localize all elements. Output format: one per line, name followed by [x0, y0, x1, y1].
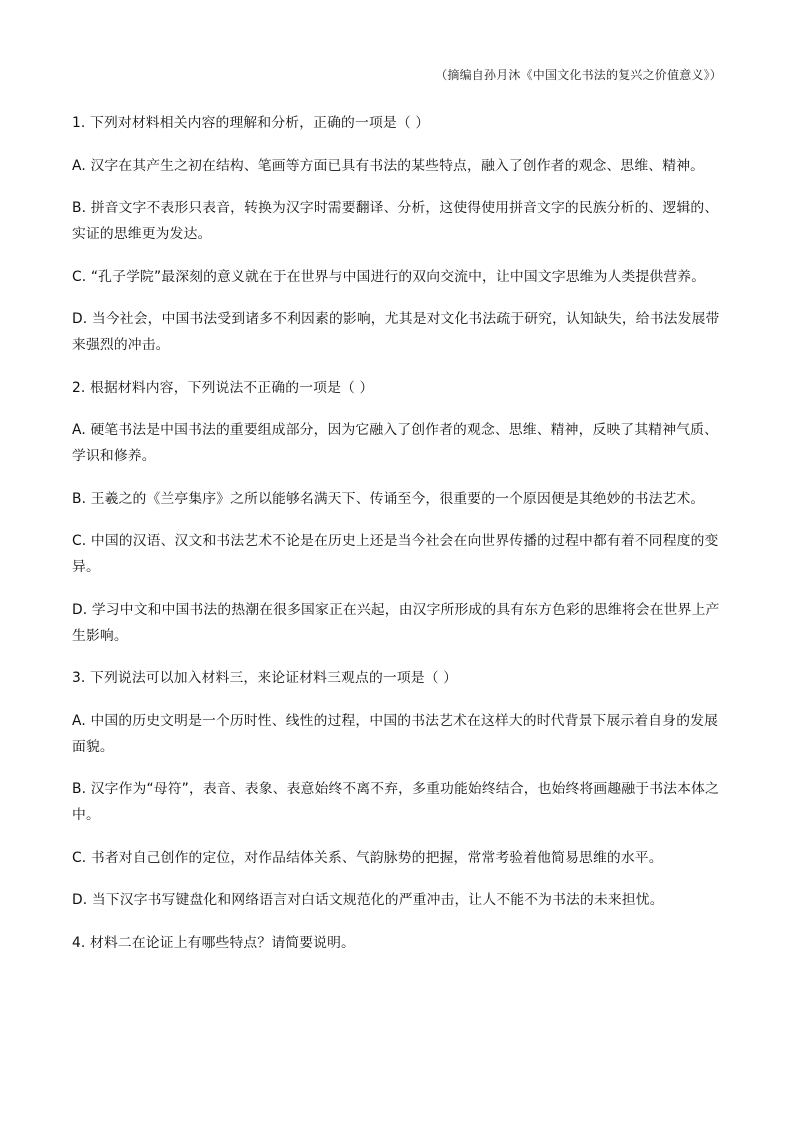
question-2-option-a	[72, 417, 722, 469]
question-3-option-d	[72, 887, 722, 913]
source-citation: （摘编自孙月沐《中国文化书法的复兴之价值意义》）	[435, 68, 722, 82]
question-1-option-b	[72, 195, 722, 247]
question-1-option-a	[72, 153, 722, 179]
option-label: C.	[72, 268, 87, 285]
option-text: 中国的历史文明是一个历时性、线性的过程，中国的书法艺术在这样大的时代背景下展示着自身的发展面貌。	[72, 712, 719, 755]
option-label: D.	[72, 892, 88, 908]
question-list	[72, 110, 722, 972]
option-label: D.	[72, 311, 88, 327]
option-label: A.	[72, 157, 86, 174]
option-label: B.	[72, 200, 87, 216]
option-text: 当下汉字书写键盘化和网络语言对白话文规范化的严重冲击，让人不能不为书法的未来担忧。	[91, 892, 664, 908]
option-text: 汉字作为“母符”，表音、表象、表意始终不离不弃，多重功能始终结合，也始终将画趣融于书法本体之中。	[72, 781, 719, 823]
question-2-option-d	[72, 597, 722, 649]
option-text: 书者对自己创作的定位，对作品结体关系、气韵脉势的把握，常常考验着他简易思维的水平。	[90, 849, 663, 866]
option-label: C.	[72, 533, 87, 549]
option-label: A.	[72, 712, 86, 729]
question-3-option-b	[72, 776, 722, 828]
option-text: 王羲之的《兰亭集序》之所以能够名满天下、传诵至今，很重要的一个原因便是其绝妙的书法艺术。	[90, 490, 705, 507]
question-text: 根据材料内容，下列说法不正确的一项是（ ）	[90, 379, 374, 396]
question-text: 材料二在论证上有哪些特点？请简要说明。	[90, 934, 356, 951]
option-label: D.	[72, 601, 88, 618]
option-text: 中国的汉语、汉文和书法艺术不论是在历史上还是当今社会在向世界传播的过程中都有着不同程度的变异。	[72, 533, 719, 575]
question-2-stem	[72, 375, 722, 401]
question-2-option-b	[72, 486, 722, 512]
option-label: B.	[72, 490, 87, 507]
option-label: C.	[72, 849, 87, 866]
question-number: 1.	[72, 115, 86, 131]
question-1-stem	[72, 110, 722, 136]
question-1-option-d	[72, 306, 722, 358]
question-number: 3.	[72, 670, 86, 686]
question-1-option-c	[72, 264, 722, 290]
question-number: 4.	[72, 934, 86, 951]
option-text: 拼音文字不表形只表音，转换为汉字时需要翻译、分析，这使得使用拼音文字的民族分析的、逻辑的、实证的思维更为发达。	[72, 200, 719, 242]
option-label: A.	[72, 422, 86, 438]
question-3-option-a	[72, 708, 722, 760]
option-text: 学习中文和中国书法的热潮在很多国家正在兴起，由汉字所形成的具有东方色彩的思维将会在世界上产生影响。	[72, 601, 720, 644]
question-text: 下列说法可以加入材料三，来论证材料三观点的一项是（ ）	[90, 670, 458, 686]
option-label: B.	[72, 781, 87, 797]
option-text: 当今社会，中国书法受到诸多不利因素的影响，尤其是对文化书法疏于研究，认知缺失，给书法发展带来强烈的冲击。	[72, 311, 720, 353]
question-3-option-c	[72, 845, 722, 871]
question-number: 2.	[72, 379, 86, 396]
option-text: 汉字在其产生之初在结构、笔画等方面已具有书法的某些特点，融入了创作者的观念、思维、精神。	[90, 157, 705, 174]
question-4-stem	[72, 930, 722, 956]
question-3-stem	[72, 665, 722, 691]
question-text: 下列对材料相关内容的理解和分析，正确的一项是（ ）	[90, 115, 430, 131]
option-text: “孔子学院”最深刻的意义就在于在世界与中国进行的双向交流中，让中国文字思维为人类提供营养。	[90, 268, 706, 285]
question-2-option-c	[72, 528, 722, 580]
option-text: 硬笔书法是中国书法的重要组成部分，因为它融入了创作者的观念、思维、精神，反映了其精神气质、学识和修养。	[72, 422, 719, 464]
